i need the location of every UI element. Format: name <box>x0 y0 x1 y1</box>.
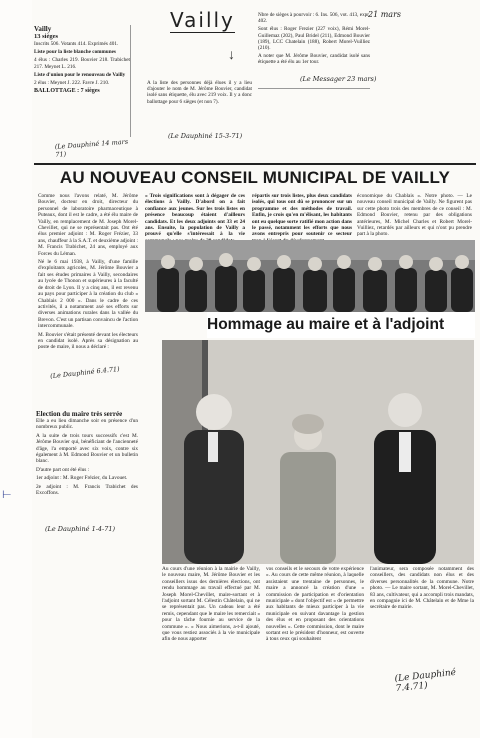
col1-p3: M. Bouvier s'était présenté devant les électeurs en candidat isolé. Après sa désignation au poste de maire, il nous a déclaré : <box>38 331 138 351</box>
hommage-col3-text: l'animateur, sera composée notamment des conseillers, des candidats non élus et des diverses personnalités de la commune. Notre photo. — Le maire sortant, M. Morel-Chevillet, 83 ans, cultivateur, qui a accompli trois mandats, en compagnie ici de M. Châtelain et de Mme la secrétaire de mairie. <box>370 566 474 611</box>
clip-right-line1: Nbre de sièges à pourvoir : 6. Ins. 506, vot. 413, expr. 402. <box>258 12 370 25</box>
election-p5: 2e adjoint : M. Francis Trabichet des Excoffons. <box>36 483 138 497</box>
election-p1: Elle a eu lieu dimanche soir en présence d'un nombreux public. <box>36 418 138 431</box>
clip-right-line3: A noter que M. Jérôme Bouvier, candidat isolé sans étiquette a été élu au 1er tour. <box>258 53 370 66</box>
hommage-col-1 <box>162 566 260 726</box>
col2-text: « Trois significations sont à dégager de ces élections à Vailly. D'abord on a fait confiance aux jeunes. Sur les trois listes en présence beaucoup étaient d'ailleurs candidats. Et les deux adjoints ont 33 et 24 ans. Ensuite, la population de Vailly a prouvé qu'elle s'intéressait à la vie <box>145 193 245 238</box>
hommage-photo <box>162 340 474 564</box>
clip-line1: 4 élus : Charles 219. Bouvier 218. Trabichet 217. Meynet L. 216. <box>34 57 130 70</box>
hommage-photo-figures <box>162 340 474 564</box>
source-note-election: (Le Dauphiné 1-4-71) <box>45 525 116 533</box>
col1-p2: Né le 6 mai 1938, à Vailly, d'une famille d'exploitants agricoles, M. Jérôme Bouvier a fait ses études primaires à Vailly, secondaires au lycée de Thonon et supérieures à la faculté de droit de Lyon. Il y a cinq ans, il est revenu au pays pour participer à la création du club « Chablais 2 000 ». Dans le cadre de ces activités, il a notamment axé ses efforts sur diverses animations rurales dans la vallée du Brevon. C'est un partisan convaincu de l'action intercommunale. <box>38 259 138 330</box>
clipping-mayor-elected <box>147 80 252 130</box>
col1-p1: Comme nous l'avons relaté, M. Jérôme Bouvier, docteur en droit, directeur du personnel de laboratoire pharmaceutique à Puteaux, dont il est le cadre, a été élu maire de Vailly, en remplacement de M. Joseph Morel-Chevillet, qui ne se représentait pas. Ont été élus premier adjoint : M. Roger Frézier, 33 ans, chauffeur à la S.A.T. et deuxième adjoint : M. Francis Trabichet, 24 ans, employé aux Forces du Léman. <box>38 193 138 257</box>
election-title: Election du maire très serrée <box>36 410 123 418</box>
clipping-election-mayor <box>36 410 138 525</box>
main-heading: AU NOUVEAU CONSEIL MUNICIPAL DE VAILLY <box>34 163 476 191</box>
election-p2: A la suite de trois tours successifs c'est M. Jérôme Bouvier qui, bénéficiant de l'ancienneté d'âge, l'a emporté avec six voix, contre six également à M. Edmond Bouvier et un bulletin blanc. <box>36 432 138 465</box>
handwritten-title: Vailly <box>170 8 235 32</box>
hommage-col2-text: vos conseils et le secours de votre expérience ». Au cours de cette même réunion, à laquelle assistaient une trentaine de personnes, le maire a annoncé la création d'une « commission de participation et d'orientation municipale » dont l'objectif est « de permettre aux habitants de mieux participer à la vie municipale en suivant davantage la gestion des élus et en proposant des orientations nouvelles ». Cette commission, dont le maire sortant est le président d'honneur, est ouverte à tous ceux qui souhaitent <box>266 566 364 643</box>
article-col-2 <box>145 193 245 239</box>
source-note-3: (Le Messager 23 mars) <box>300 75 377 83</box>
clip-middle-text: A la liste des personnes déjà élues il y a lieu d'ajouter le nom de M. Jérôme Bouvier, candidat isolé sans étiquette, élu avec 219 voix. Il y a donc ballottage pour 6 sièges (et non 7). <box>147 80 252 105</box>
election-p3: D'autre part ont été élus : <box>36 466 90 473</box>
article-col-1 <box>38 193 138 363</box>
hommage-col-3 <box>370 566 474 656</box>
source-note-bottom: (Le Dauphiné 7.4.71) <box>394 667 457 695</box>
clip-ballot: BALLOTTAGE : 7 sièges <box>34 88 100 95</box>
col4-text: économique du Chablais ». Notre photo. — Le nouveau conseil municipal de Vailly. Ne figurent pas sur cette photo trois des membres de ce conseil : M. Edmond Bouvier, retenu par des obligations antérieures, M. Michel Charles et Robert Morel-Vuilliez, retardés par ailleurs et qui n'ont pu prendre part à la photo. <box>357 193 472 238</box>
council-photo-figures <box>145 240 475 312</box>
council-photo <box>145 240 475 312</box>
margin-mark: ⊢ <box>2 489 12 501</box>
clip-list2-label: Liste d'union pour le renouveau de Vailly <box>34 71 126 78</box>
hommage-heading: Hommage au maire et à l'adjoint <box>207 312 475 338</box>
source-note-2: (Le Dauphiné 15-3-71) <box>168 132 243 140</box>
hommage-col1-text: Au cours d'une réunion à la mairie de Vailly, le nouveau maire, M. Jérôme Bouvier et les conseillers issus des dernières élections, ont rendu hommage au travail effectué par M. Joseph Morel-Chevillet, maire-sortant et à l'adjoint sortant M. Célestin Châtelain, qui ne se représentait pas. Un cadeau leur a été remis, cependant que le maire les remerciait « pour la tâche fournie au service de la commune ». « Nous aimerions, a-t-il ajouté, que vous restiez associés à la vie municipale afin de nous apporter <box>162 566 260 643</box>
clip-title: Vailly <box>34 25 52 33</box>
election-p4: 1er adjoint : M. Roger Frézier, du Lavouet. <box>36 475 128 482</box>
article-col-3 <box>252 193 352 239</box>
clip-list-label: Liste pour la liste blanche communes <box>34 49 116 56</box>
clip-subtitle: 13 sièges <box>34 33 59 40</box>
date-note: 21 mars <box>368 10 402 19</box>
source-note-1: (Le Dauphiné 14 mars 71) <box>54 137 129 159</box>
hommage-col-2 <box>266 566 364 726</box>
clipping-results-first-round <box>34 25 131 137</box>
col3-text: répartis sur trois listes, plus deux candidats isolés, qui tous ont dû se prononcer sur un programme et des méthodes de travail. Enfin, je crois qu'en m'élisant, les habitants ont eu quelque sorte ratifié mon action dans le passé, notamment les efforts que nous avons entrepris pour soutenir ce secteur <box>252 193 352 238</box>
arrow-down-icon: ↓ <box>228 48 235 63</box>
source-note-main: (Le Dauphiné 6.4.71) <box>49 364 121 381</box>
article-col-4 <box>357 193 472 239</box>
clip-line2: 2 élus : Meynet J. 222. Favre J. 210. <box>34 80 110 87</box>
clip-right-line2: Sont élus : Roger Frezier (227 voix), Rémi Morel-Guillemaz (202), Paul Bridel (211), Edmond Bouvier (189), LCC Chatelain (188), Robert Morel-Vuilliez (210). <box>258 26 370 52</box>
clip-stats: Inscrits 506. Votants 414. Exprimés 401. <box>34 41 119 47</box>
